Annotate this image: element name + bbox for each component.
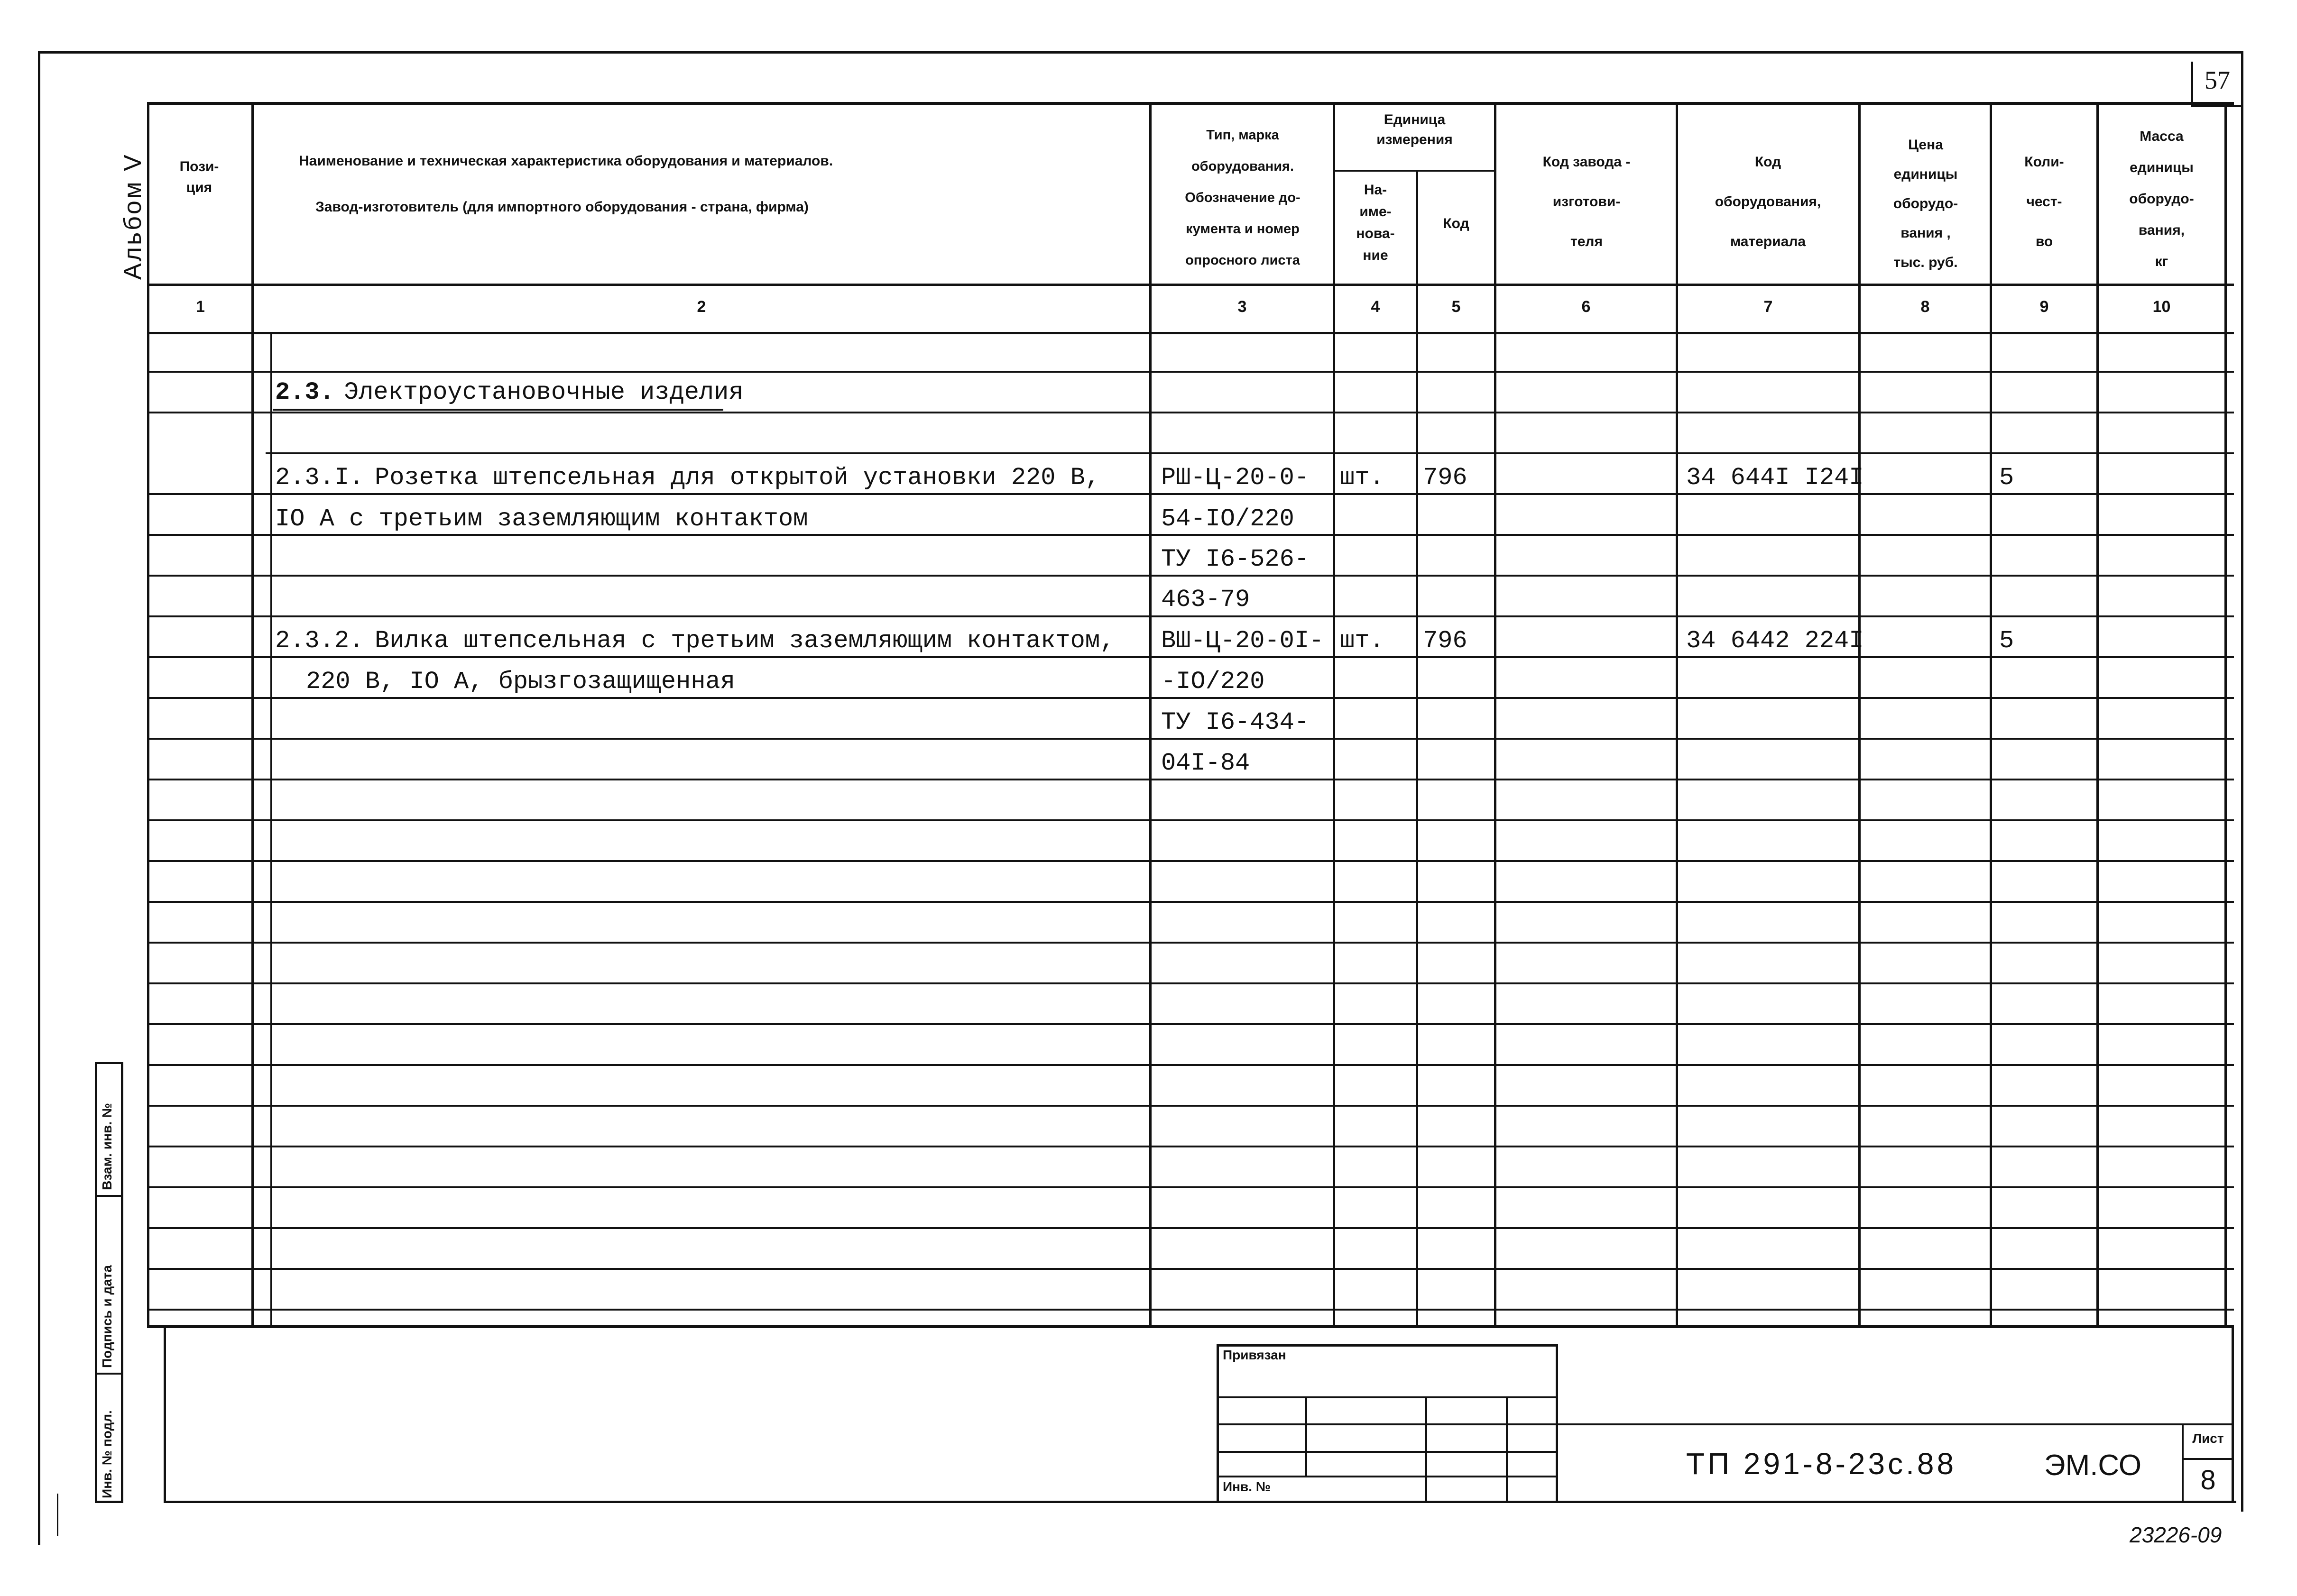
row1-qty: 5 [1999,464,2014,492]
col-number-6: 6 [1581,298,1591,316]
row1-unit-code: 796 [1423,464,1467,492]
table-rule [147,779,2234,780]
table-rule [147,1227,2234,1229]
row2-qty: 5 [1999,627,2014,655]
header-col3: Тип, марка оборудования. Обозначение до- кумента и номер опросного листа [1185,128,1301,268]
header-col1: Пози- ция [179,159,219,195]
table-rule [147,819,2234,821]
header-col7: Код оборудования, материала [1715,154,1821,249]
table-rule [147,1309,2234,1311]
col-number-8: 8 [1920,298,1930,316]
row2-type-1: ВШ-Ц-20-0I- [1161,627,1324,655]
col-number-9: 9 [2039,298,2049,316]
col-number-5: 5 [1451,298,1461,316]
frame-left [38,51,40,1545]
table-rule [147,1268,2234,1270]
row2-type-2: -IO/220 [1161,668,1265,696]
row2-unit: шт. [1340,627,1384,655]
row1-position: 2.3.I. [275,464,364,492]
col-number-3: 3 [1237,298,1247,316]
header-col4: На- име- нова- ние [1356,182,1395,263]
row1-name-line1: Розетка штепсельная для открытой установки 220 В, [375,464,1100,492]
header-col9: Коли- чест- во [2024,154,2064,249]
sheetnum-box-left [2191,62,2193,105]
table-rule [147,575,2234,577]
table-rule [147,901,2234,903]
row1-type-3: ТУ I6-526- [1161,545,1310,573]
table-rule [266,452,2234,454]
sheet-number-top: 57 [2205,66,2230,94]
table-rule [147,493,2234,495]
row1-name-line2: IO A с третьим заземляющим контактом [275,505,808,533]
side-label-inv-podl: Инв. № подл. [100,1410,114,1498]
side-label-vzam: Взам. инв. № [100,1103,114,1190]
section-underline [273,409,723,411]
table-rule [147,1146,2234,1147]
row1-unit: шт. [1340,464,1384,492]
col-number-7: 7 [1763,298,1773,316]
row1-type-2: 54-IO/220 [1161,505,1294,533]
row2-position: 2.3.2. [275,627,364,655]
privyazan-label: Привязан [1223,1348,1286,1362]
row2-name-line1: Вилка штепсельная с третьим заземляющим контактом, [375,627,1115,655]
footer-number: 23226-09 [2130,1523,2222,1547]
document-code: ТП 291-8-23с.88 [1686,1447,1957,1481]
table-rule [147,656,2234,658]
header-unit-group: Единица измерения [1376,112,1453,147]
table-rule [147,860,2234,862]
header-col8: Цена единицы оборудо- вания , тыс. руб. [1893,137,1958,270]
header-col5: Код [1443,216,1469,231]
table-rule [147,982,2234,984]
inv-no-label: Инв. № [1223,1479,1271,1494]
table-rule [147,1105,2234,1107]
table-rule [147,534,2234,536]
table-rule [147,412,2234,413]
table-rule [147,1023,2234,1025]
frame-right [2241,51,2243,1512]
list-number: 8 [2200,1465,2216,1495]
header-col10: Масса единицы оборудо- вания, кг [2129,128,2194,269]
table-rule [147,738,2234,740]
table-rule [147,942,2234,944]
col-number-10: 10 [2152,298,2171,316]
row1-type-4: 463-79 [1161,586,1250,614]
col-number-4: 4 [1371,298,1380,316]
col-number-2: 2 [697,298,706,316]
list-label: Лист [2192,1431,2224,1446]
table-rule [147,615,2234,617]
table-rule [147,371,2234,373]
row2-unit-code: 796 [1423,627,1467,655]
side-label-podpis: Подпись и дата [100,1265,114,1368]
row2-type-3: ТУ I6-434- [1161,708,1310,736]
header-col2-line1: Наименование и техническая характеристика оборудования и материалов. [299,153,833,169]
sheetnum-box-bottom [2191,105,2243,107]
table-rule [147,1186,2234,1188]
album-label: Альбом V [119,153,147,280]
row1-type-1: РШ-Ц-20-0- [1161,464,1310,492]
row2-name-line2: 220 В, IO А, брызгозащищенная [306,668,735,696]
frame-top [38,51,2243,54]
section-title: Электроустановочные изделия [344,378,744,406]
header-col6: Код завода - изготови- теля [1542,154,1631,249]
header-col2-line2: Завод-изготовитель (для импортного оборудования - страна, фирма) [315,199,809,215]
col-number-1: 1 [196,298,205,316]
section-number: 2.3. [275,378,334,406]
table-rule [147,697,2234,699]
document-suffix: ЭМ.СО [2044,1449,2142,1482]
row2-type-4: 04I-84 [1161,749,1250,777]
row2-equip-code: 34 6442 224I [1686,627,1864,655]
row1-equip-code: 34 644I I24I [1686,464,1864,492]
table-rule [147,1064,2234,1066]
frame-bottom-left-mark [57,1494,58,1536]
